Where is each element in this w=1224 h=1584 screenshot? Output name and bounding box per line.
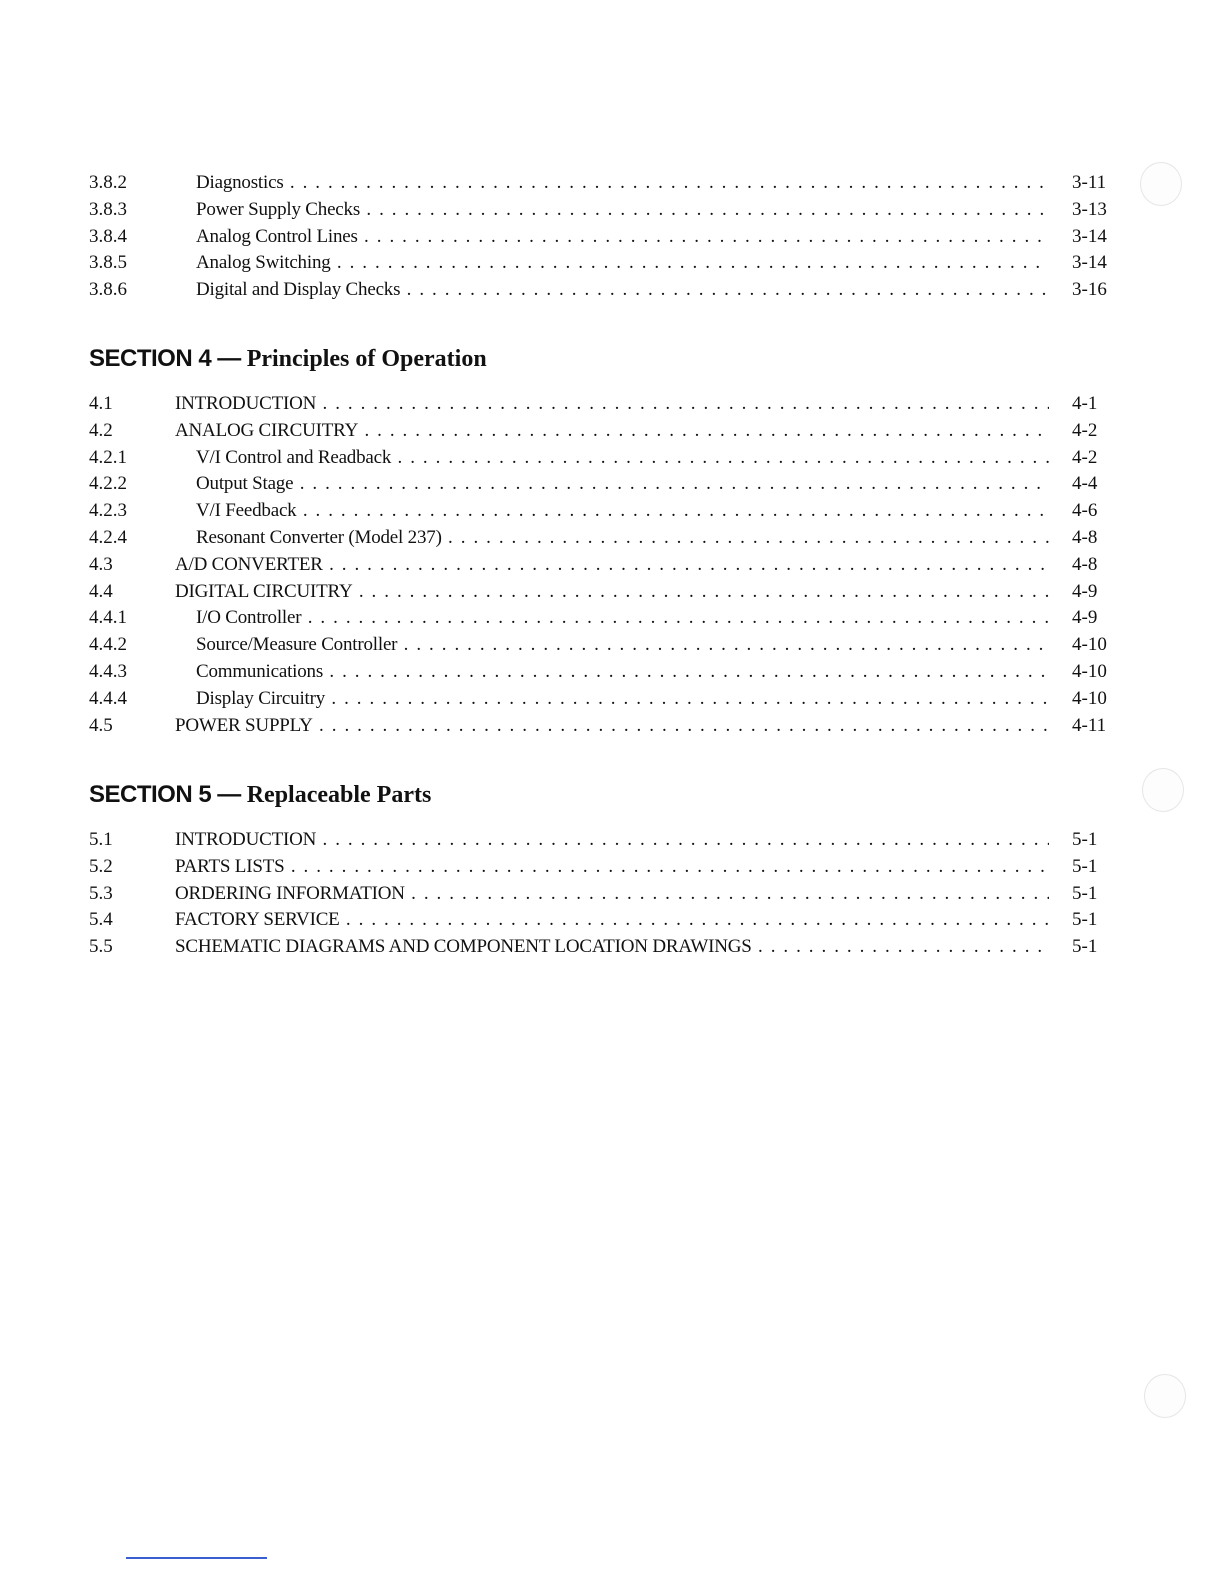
entry-number: 3.8.2 bbox=[89, 172, 127, 193]
toc-entry[interactable] bbox=[89, 471, 1111, 498]
toc-entry[interactable] bbox=[89, 391, 1111, 418]
entry-title: Power Supply Checks . . . bbox=[196, 197, 1049, 224]
entry-title: Digital and Display Checks . . . bbox=[196, 277, 1049, 304]
toc-entry[interactable] bbox=[89, 827, 1111, 854]
toc-block-section-4 bbox=[89, 391, 1111, 739]
entry-number: 4.4.1 bbox=[89, 607, 127, 629]
entry-title: A/D CONVERTER . . . bbox=[175, 552, 1049, 579]
entry-title: I/O Controller . . . bbox=[196, 605, 1049, 632]
punch-hole-top bbox=[1140, 162, 1182, 206]
toc-entry[interactable] bbox=[89, 632, 1111, 659]
toc-entry[interactable] bbox=[89, 552, 1111, 579]
toc-entry[interactable] bbox=[89, 224, 1111, 251]
toc-entry[interactable] bbox=[89, 197, 1111, 224]
section-5-heading bbox=[89, 780, 431, 810]
section-4-heading bbox=[89, 344, 487, 374]
entry-title: SCHEMATIC DIAGRAMS AND COMPONENT LOCATION DRAWINGS . . . bbox=[175, 934, 1049, 961]
entry-number: 4.2 bbox=[89, 419, 113, 441]
entry-title: ANALOG CIRCUITRY . . . bbox=[175, 418, 1049, 445]
punch-hole-middle bbox=[1142, 768, 1184, 812]
entry-page: 5-1 bbox=[1072, 829, 1098, 850]
entry-number: 4.2.2 bbox=[89, 473, 127, 495]
entry-page: 4-1 bbox=[1072, 393, 1098, 414]
toc-entry[interactable] bbox=[89, 605, 1111, 632]
entry-page: 4-4 bbox=[1072, 473, 1098, 495]
toc-entry[interactable] bbox=[89, 498, 1111, 525]
entry-title: POWER SUPPLY . . . bbox=[175, 713, 1049, 740]
entry-page: 3-14 bbox=[1072, 225, 1107, 247]
entry-page: 3-14 bbox=[1072, 252, 1107, 274]
entry-title: FACTORY SERVICE . . . bbox=[175, 907, 1049, 934]
section-dash: — bbox=[217, 345, 241, 372]
entry-title: Communications . . . bbox=[196, 659, 1049, 686]
section-label: SECTION 5 bbox=[89, 781, 212, 808]
entry-number: 5.1 bbox=[89, 829, 113, 850]
entry-title: Diagnostics . . . bbox=[196, 170, 1049, 197]
entry-title: PARTS LISTS . . . bbox=[175, 854, 1049, 881]
entry-title: Analog Control Lines . . . bbox=[196, 224, 1049, 251]
entry-page: 4-10 bbox=[1072, 660, 1107, 682]
entry-page: 4-6 bbox=[1072, 500, 1098, 522]
entry-number: 4.2.3 bbox=[89, 500, 127, 522]
entry-number: 4.3 bbox=[89, 553, 113, 575]
entry-title: ORDERING INFORMATION . . . bbox=[175, 881, 1049, 908]
entry-number: 3.8.5 bbox=[89, 252, 127, 274]
entry-page: 3-11 bbox=[1072, 172, 1107, 193]
entry-page: 4-10 bbox=[1072, 634, 1107, 656]
toc-entry[interactable] bbox=[89, 525, 1111, 552]
entry-number: 4.4.3 bbox=[89, 660, 127, 682]
toc-entry[interactable] bbox=[89, 713, 1111, 740]
entry-number: 3.8.3 bbox=[89, 198, 127, 220]
toc-entry[interactable] bbox=[89, 418, 1111, 445]
entry-title: Output Stage . . . bbox=[196, 471, 1049, 498]
toc-entry[interactable] bbox=[89, 686, 1111, 713]
entry-title: V/I Control and Readback . . . bbox=[196, 445, 1049, 472]
toc-block-section-3-tail bbox=[89, 170, 1111, 304]
entry-page: 5-1 bbox=[1072, 882, 1098, 904]
entry-page: 5-1 bbox=[1072, 855, 1098, 877]
entry-number: 5.4 bbox=[89, 909, 113, 931]
entry-title: DIGITAL CIRCUITRY . . . bbox=[175, 579, 1049, 606]
toc-entry[interactable] bbox=[89, 934, 1111, 961]
entry-number: 4.5 bbox=[89, 714, 113, 736]
entry-number: 4.4.2 bbox=[89, 634, 127, 656]
entry-number: 5.2 bbox=[89, 855, 113, 877]
entry-page: 3-16 bbox=[1072, 279, 1107, 301]
section-label: SECTION 4 bbox=[89, 345, 212, 372]
entry-page: 4-9 bbox=[1072, 580, 1098, 602]
entry-number: 4.4 bbox=[89, 580, 113, 602]
section-name: Principles of Operation bbox=[246, 346, 487, 372]
toc-entry[interactable] bbox=[89, 881, 1111, 908]
entry-title: INTRODUCTION . . . bbox=[175, 827, 1049, 854]
entry-page: 4-9 bbox=[1072, 607, 1098, 629]
entry-page: 5-1 bbox=[1072, 909, 1098, 931]
entry-page: 4-11 bbox=[1072, 714, 1107, 736]
toc-entry[interactable] bbox=[89, 659, 1111, 686]
entry-page: 5-1 bbox=[1072, 936, 1098, 958]
entry-title: Source/Measure Controller . . . bbox=[196, 632, 1049, 659]
entry-page: 4-2 bbox=[1072, 419, 1098, 441]
toc-entry[interactable] bbox=[89, 445, 1111, 472]
entry-number: 4.2.4 bbox=[89, 526, 127, 548]
entry-page: 4-8 bbox=[1072, 553, 1098, 575]
bottom-blue-rule bbox=[126, 1557, 267, 1559]
toc-block-section-5 bbox=[89, 827, 1111, 961]
entry-page: 4-10 bbox=[1072, 687, 1107, 709]
section-dash: — bbox=[217, 781, 241, 808]
entry-title: Display Circuitry . . . bbox=[196, 686, 1049, 713]
entry-page: 4-2 bbox=[1072, 446, 1098, 468]
entry-page: 3-13 bbox=[1072, 198, 1107, 220]
entry-number: 5.3 bbox=[89, 882, 113, 904]
entry-title: INTRODUCTION . . . bbox=[175, 391, 1049, 418]
toc-entry[interactable] bbox=[89, 277, 1111, 304]
section-name: Replaceable Parts bbox=[246, 782, 432, 808]
entry-number: 4.1 bbox=[89, 393, 113, 414]
toc-entry[interactable] bbox=[89, 579, 1111, 606]
entry-title: Resonant Converter (Model 237) . . . bbox=[196, 525, 1049, 552]
toc-entry[interactable] bbox=[89, 907, 1111, 934]
punch-hole-bottom bbox=[1144, 1374, 1186, 1418]
toc-entry[interactable] bbox=[89, 854, 1111, 881]
entry-page: 4-8 bbox=[1072, 526, 1098, 548]
entry-number: 4.2.1 bbox=[89, 446, 127, 468]
entry-title: Analog Switching . . . bbox=[196, 250, 1049, 277]
entry-number: 3.8.6 bbox=[89, 279, 127, 301]
entry-number: 4.4.4 bbox=[89, 687, 127, 709]
entry-title: V/I Feedback . . . bbox=[196, 498, 1049, 525]
toc-entry[interactable] bbox=[89, 170, 1111, 197]
toc-entry[interactable] bbox=[89, 250, 1111, 277]
entry-number: 3.8.4 bbox=[89, 225, 127, 247]
entry-number: 5.5 bbox=[89, 936, 113, 958]
